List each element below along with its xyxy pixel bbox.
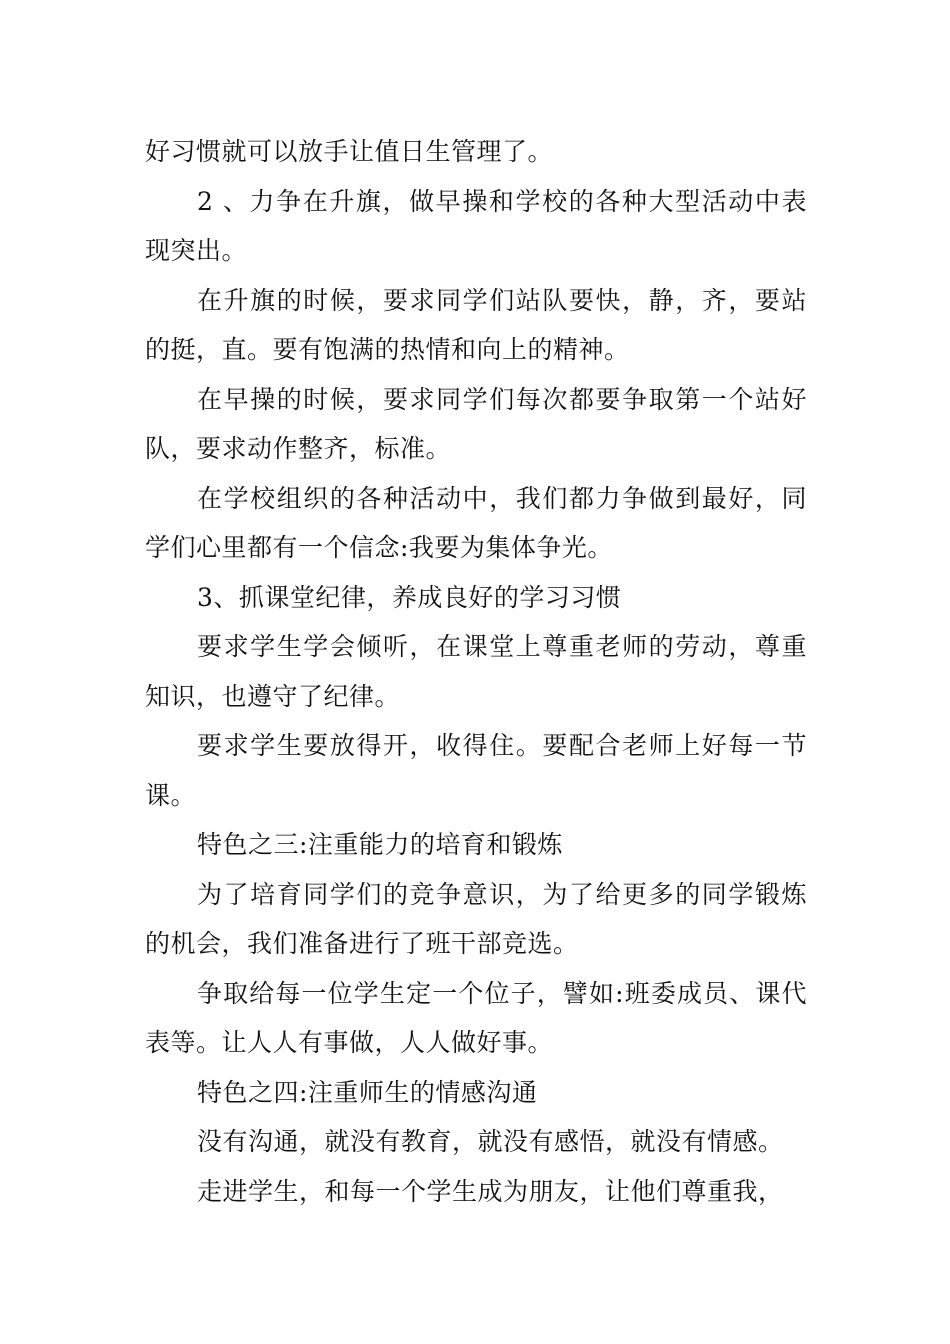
paragraph-roles: 争取给每一位学生定一个位子，譬如:班委成员、课代表等。让人人有事做，人人做好事。 bbox=[145, 978, 807, 1057]
paragraph-communication: 没有沟通，就没有教育，就没有感悟，就没有情感。 bbox=[197, 1127, 784, 1156]
paragraph-cooperation: 要求学生要放得开，收得住。要配合老师上好每一节课。 bbox=[145, 731, 807, 810]
paragraph-continuation: 好习惯就可以放手让值日生管理了。 bbox=[145, 137, 554, 166]
paragraph-morning-exercise: 在早操的时候，要求同学们每次都要争取第一个站好队，要求动作整齐，标准。 bbox=[145, 384, 807, 463]
paragraph-feature-four: 特色之四:注重师生的情感沟通 bbox=[197, 1077, 538, 1107]
paragraph-competition: 为了培育同学们的竞争意识，为了给更多的同学锻炼的机会，我们准备进行了班干部竞选。 bbox=[145, 879, 807, 958]
paragraph-school-activities: 在学校组织的各种活动中，我们都力争做到最好，同学们心里都有一个信念:我要为集体争光。 bbox=[145, 483, 807, 562]
document-body bbox=[145, 127, 807, 1216]
paragraph-friendship: 走进学生，和每一个学生成为朋友，让他们尊重我， bbox=[197, 1176, 784, 1206]
paragraph-listening: 要求学生学会倾听，在课堂上尊重老师的劳动，尊重知识，也遵守了纪律。 bbox=[145, 632, 807, 711]
paragraph-feature-three: 特色之三:注重能力的培育和锻炼 bbox=[197, 830, 563, 859]
paragraph-heading-3: 3、抓课堂纪律，养成良好的学习习惯 bbox=[197, 582, 622, 612]
paragraph-heading-2: 2 、力争在升旗，做早操和学校的各种大型活动中表现突出。 bbox=[145, 186, 807, 265]
paragraph-flag-raising: 在升旗的时候，要求同学们站队要快，静，齐，要站的挺，直。要有饱满的热情和向上的精神。 bbox=[145, 285, 807, 364]
